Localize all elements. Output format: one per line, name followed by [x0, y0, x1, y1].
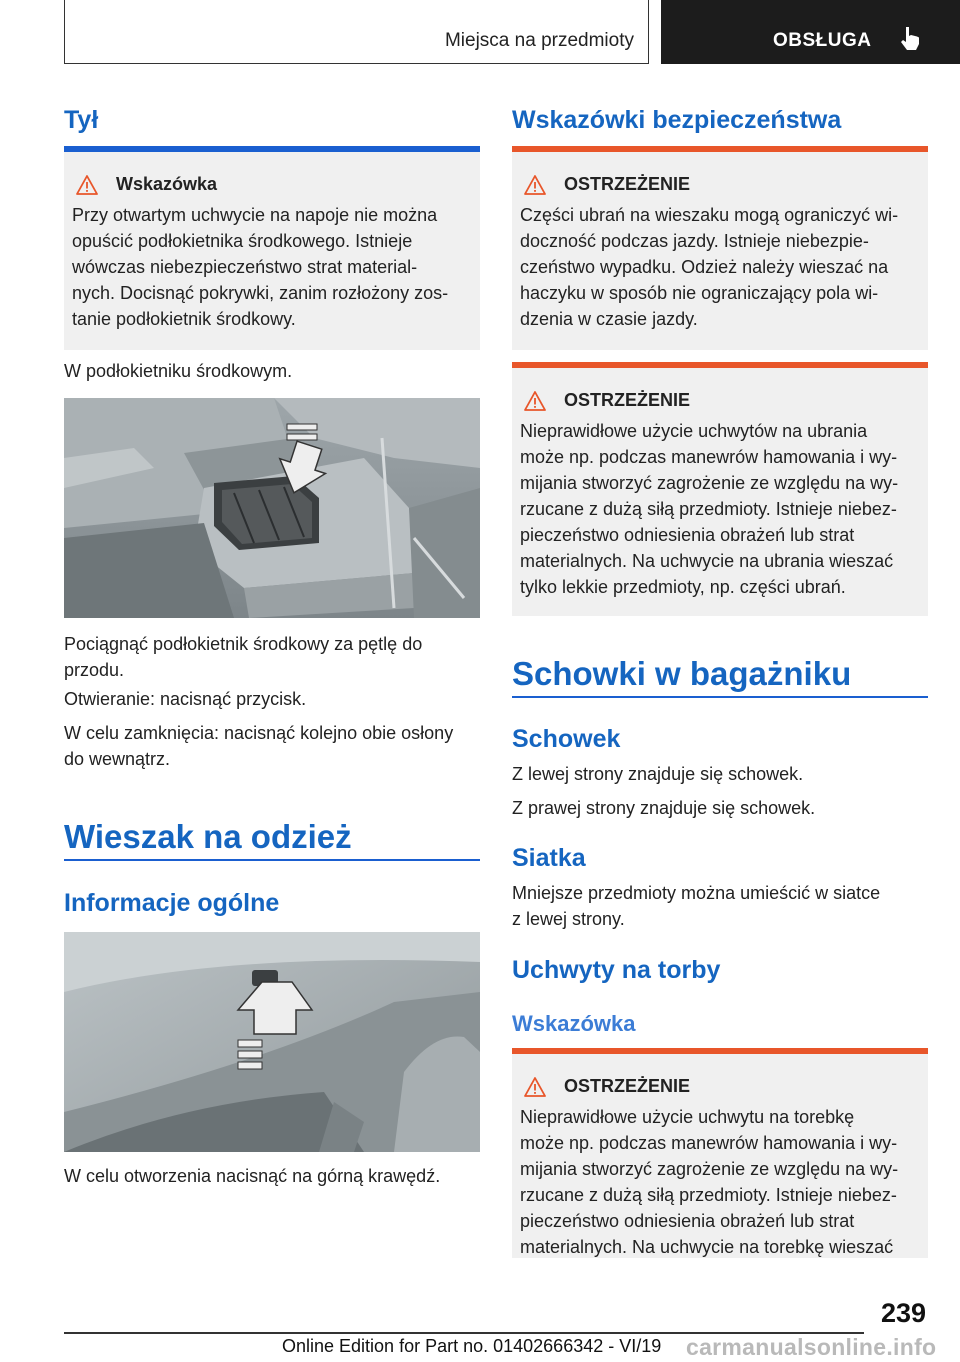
warning-triangle-icon	[524, 391, 546, 411]
note-box-armrest	[64, 146, 480, 350]
heading-note: Wskazówka	[512, 1011, 636, 1036]
note-header	[74, 174, 217, 195]
header-chapter-title: OBSŁUGA	[773, 30, 872, 51]
paragraph-line: Pociągnąć podłokietnik środkowy za pętlę do	[64, 634, 423, 654]
warning-line: Nieprawidłowe użycie uchwytu na torebkę	[520, 1107, 855, 1127]
footer-edition: Online Edition for Part no. 01402666342 - VI/19	[282, 1336, 662, 1356]
heading-rule	[64, 859, 480, 861]
pointing-hand-icon	[897, 24, 925, 52]
warning-bar	[512, 362, 928, 368]
paragraph-right-storage: Z prawej strony znajduje się schowek.	[512, 798, 816, 818]
heading-schowek: Schowek	[512, 725, 621, 753]
paragraph-line: Mniejsze przedmioty można umieścić w siatce	[512, 883, 881, 903]
warning-header	[522, 390, 690, 411]
heading-bags: Uchwyty na torby	[512, 956, 721, 984]
note-title: Wskazówka	[116, 174, 218, 194]
warning-box-bag-hook	[512, 1048, 928, 1258]
warning-line: może np. podczas manewrów hamowania i wy-	[520, 1133, 898, 1153]
warning-title: OSTRZEŻENIE	[564, 390, 691, 410]
paragraph-pull	[64, 631, 422, 683]
note-bar	[64, 146, 480, 152]
watermark: carmanualsonline.info	[686, 1334, 937, 1360]
warning-body	[520, 1104, 920, 1260]
paragraph-line: przodu.	[64, 660, 125, 680]
note-line: nych. Docisnąć pokrywki, zanim rozłożony zos-	[72, 283, 449, 303]
warning-line: Nieprawidłowe użycie uchwytów na ubrania	[520, 421, 868, 441]
heading-wieszak: Wieszak na odzież	[64, 818, 352, 855]
warning-line: może np. podczas manewrów hamowania i wy-	[520, 447, 898, 467]
paragraph-hook: W celu otworzenia nacisnąć na górną krawędź.	[64, 1166, 441, 1186]
paragraph-line: z lewej strony.	[512, 909, 625, 929]
warning-line: rzucane z dużą siłą przedmioty. Istnieje niebez-	[520, 499, 897, 519]
warning-header	[522, 1076, 690, 1097]
warning-line: materialnych. Na uchwycie na ubrania wieszać	[520, 551, 894, 571]
heading-info: Informacje ogólne	[64, 889, 280, 917]
warning-triangle-icon	[76, 175, 98, 195]
warning-line: Części ubrań na wieszaku mogą ograniczyć wi-	[520, 205, 899, 225]
warning-title: OSTRZEŻENIE	[564, 174, 691, 194]
warning-line: mijania stworzyć zagrożenie ze względu na wy-	[520, 1159, 899, 1179]
note-line: Przy otwartym uchwycie na napoje nie można	[72, 205, 438, 225]
warning-line: haczyku w sposób nie ograniczający pola wi-	[520, 283, 879, 303]
warning-line: pieczeństwo odniesienia obrażeń lub strat	[520, 525, 855, 545]
paragraph-open: Otwieranie: nacisnąć przycisk.	[64, 689, 307, 709]
paragraph-line: do wewnątrz.	[64, 749, 171, 769]
warning-box-clothes-hooks	[512, 362, 928, 616]
warning-line: materialnych. Na uchwycie na torebkę wieszać	[520, 1237, 894, 1257]
note-line: wówczas niebezpieczeństwo strat material-	[72, 257, 418, 277]
heading-siatka: Siatka	[512, 844, 586, 872]
header-section-tab	[64, 0, 649, 64]
warning-line: doczność podczas jazdy. Istnieje niebezpie-	[520, 231, 869, 251]
paragraph-armrest: W podłokietniku środkowym.	[64, 361, 293, 381]
warning-bar	[512, 146, 928, 152]
warning-line: pieczeństwo odniesienia obrażeń lub strat	[520, 1211, 855, 1231]
warning-header	[522, 174, 690, 195]
armrest-photo	[64, 398, 480, 618]
page-number: 239	[880, 1298, 926, 1328]
warning-line: czeństwo wypadku. Odzież należy wieszać na	[520, 257, 889, 277]
warning-line: tylko lekkie przedmioty, np. części ubrań.	[520, 577, 846, 597]
note-body	[72, 202, 472, 332]
warning-box-hanger	[512, 146, 928, 350]
note-line: tanie podłokietnik środkowy.	[72, 309, 296, 329]
coat-hook-photo	[64, 932, 480, 1152]
warning-line: rzucane z dużą siłą przedmioty. Istnieje niebez-	[520, 1185, 897, 1205]
heading-rule	[512, 696, 928, 698]
warning-body	[520, 418, 920, 600]
paragraph-left-storage: Z lewej strony znajduje się schowek.	[512, 764, 804, 784]
header-section-title: Miejsca na przedmioty	[444, 30, 634, 51]
warning-body	[520, 202, 920, 332]
header-chapter-tab	[661, 0, 960, 64]
heading-trunk: Schowki w bagażniku	[512, 655, 852, 692]
paragraph-net	[512, 880, 880, 932]
warning-line: dzenia w czasie jazdy.	[520, 309, 698, 329]
heading-safety: Wskazówki bezpieczeństwa	[512, 106, 842, 134]
warning-line: mijania stworzyć zagrożenie ze względu na wy-	[520, 473, 899, 493]
warning-title: OSTRZEŻENIE	[564, 1076, 691, 1096]
warning-bar	[512, 1048, 928, 1054]
paragraph-close	[64, 720, 453, 772]
warning-triangle-icon	[524, 1077, 546, 1097]
paragraph-line: W celu zamknięcia: nacisnąć kolejno obie osłony	[64, 723, 454, 743]
warning-triangle-icon	[524, 175, 546, 195]
note-line: opuścić podłokietnika środkowego. Istnieje	[72, 231, 413, 251]
heading-tyl: Tył	[64, 106, 99, 134]
